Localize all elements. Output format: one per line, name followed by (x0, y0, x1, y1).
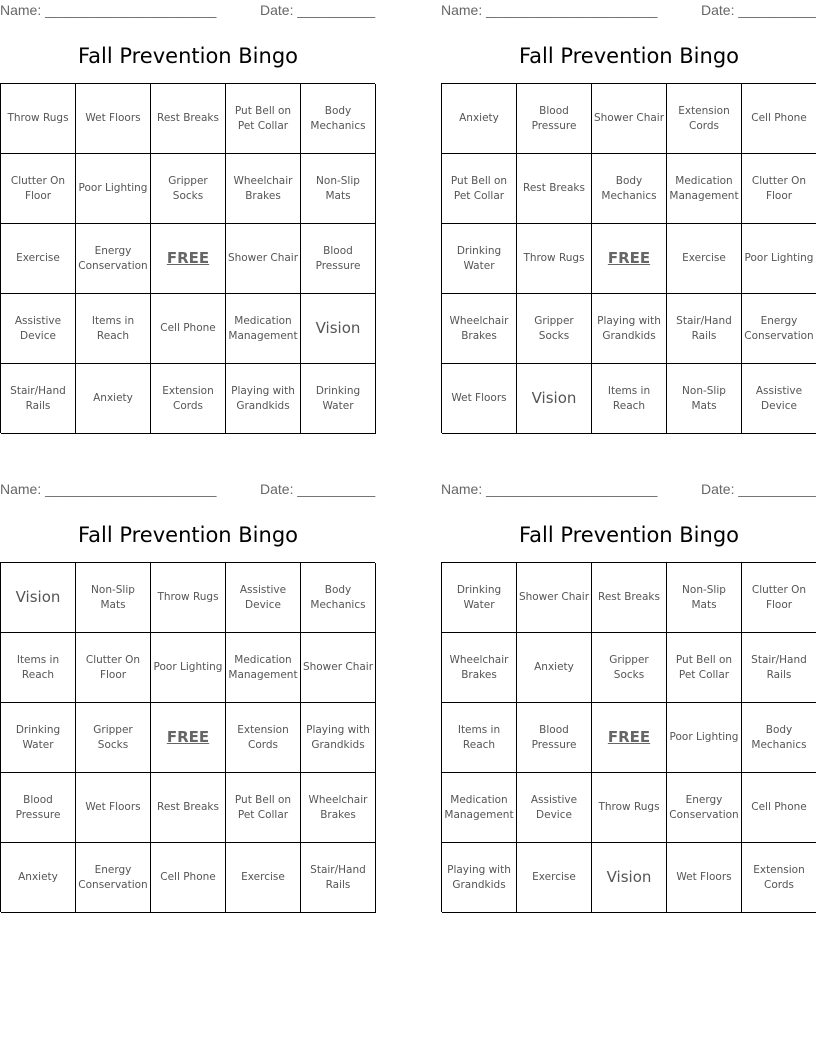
bingo-cell: Exercise (226, 843, 301, 913)
bingo-cell: Extension Cords (226, 703, 301, 773)
bingo-cell: Non-Slip Mats (301, 154, 376, 224)
bingo-cell: Assistive Device (517, 773, 592, 843)
bingo-cell: Blood Pressure (517, 703, 592, 773)
bingo-cell: Items in Reach (592, 364, 667, 434)
bingo-cell: Body Mechanics (742, 703, 816, 773)
bingo-cell: Wet Floors (667, 843, 742, 913)
bingo-cell: Poor Lighting (742, 224, 816, 294)
bingo-cell: Exercise (1, 224, 76, 294)
bingo-cell: Medication Management (442, 773, 517, 843)
name-line: Name: ______________________ (441, 481, 658, 497)
bingo-cell: Playing with Grandkids (592, 294, 667, 364)
bingo-cell: Put Bell on Pet Collar (442, 154, 517, 224)
card-title: Fall Prevention Bingo (77, 523, 299, 547)
bingo-grid (0, 562, 375, 912)
bingo-cell: Exercise (517, 843, 592, 913)
bingo-cell: Cell Phone (742, 84, 816, 154)
bingo-cell: Anxiety (517, 633, 592, 703)
bingo-cell: Stair/Hand Rails (301, 843, 376, 913)
bingo-cell: Non-Slip Mats (76, 563, 151, 633)
bingo-cell: Blood Pressure (517, 84, 592, 154)
bingo-cell: Cell Phone (742, 773, 816, 843)
bingo-cell: Wet Floors (76, 84, 151, 154)
bingo-cell: Drinking Water (442, 224, 517, 294)
bingo-cell: Anxiety (76, 364, 151, 434)
bingo-cell: Anxiety (1, 843, 76, 913)
bingo-cell: Clutter On Floor (76, 633, 151, 703)
date-line: Date: __________ (260, 481, 376, 497)
bingo-cell: Assistive Device (1, 294, 76, 364)
bingo-cell: Non-Slip Mats (667, 563, 742, 633)
bingo-cell: Gripper Socks (151, 154, 226, 224)
bingo-cell: Poor Lighting (151, 633, 226, 703)
bingo-cell: Gripper Socks (76, 703, 151, 773)
bingo-cell: Playing with Grandkids (442, 843, 517, 913)
bingo-cell: Wheelchair Brakes (442, 633, 517, 703)
bingo-cell: Extension Cords (151, 364, 226, 434)
bingo-cell: Energy Conservation (742, 294, 816, 364)
bingo-cell: Body Mechanics (301, 563, 376, 633)
bingo-cell: Wheelchair Brakes (226, 154, 301, 224)
bingo-cell: Items in Reach (1, 633, 76, 703)
bingo-cell: Drinking Water (301, 364, 376, 434)
bingo-cell: Blood Pressure (1, 773, 76, 843)
bingo-cell: Energy Conservation (667, 773, 742, 843)
bingo-grid (441, 83, 816, 433)
name-line: Name: ______________________ (0, 2, 217, 18)
bingo-cell: Poor Lighting (667, 703, 742, 773)
bingo-cell: Body Mechanics (301, 84, 376, 154)
bingo-cell: Clutter On Floor (742, 154, 816, 224)
bingo-cell: Cell Phone (151, 294, 226, 364)
bingo-cell: Shower Chair (226, 224, 301, 294)
bingo-cell: Energy Conservation (76, 843, 151, 913)
bingo-cell: Throw Rugs (592, 773, 667, 843)
bingo-cell: Items in Reach (442, 703, 517, 773)
free-space: FREE (592, 224, 667, 294)
name-date-row (441, 479, 816, 499)
bingo-cell: Cell Phone (151, 843, 226, 913)
date-line: Date: __________ (260, 2, 376, 18)
name-date-row (0, 0, 376, 20)
bingo-cell: Stair/Hand Rails (742, 633, 816, 703)
bingo-cell: Energy Conservation (76, 224, 151, 294)
card-title: Fall Prevention Bingo (518, 523, 740, 547)
bingo-cell: Medication Management (226, 633, 301, 703)
bingo-cell: Clutter On Floor (1, 154, 76, 224)
card-title: Fall Prevention Bingo (77, 44, 299, 68)
bingo-cell: Put Bell on Pet Collar (226, 84, 301, 154)
card-title: Fall Prevention Bingo (518, 44, 740, 68)
name-line: Name: ______________________ (441, 2, 658, 18)
free-space: FREE (151, 703, 226, 773)
date-line: Date: __________ (701, 481, 816, 497)
bingo-cell: Rest Breaks (517, 154, 592, 224)
bingo-cell: Throw Rugs (1, 84, 76, 154)
bingo-cell: Vision (592, 843, 667, 913)
bingo-cell: Exercise (667, 224, 742, 294)
bingo-grid (441, 562, 816, 912)
bingo-cell: Items in Reach (76, 294, 151, 364)
bingo-cell: Wet Floors (442, 364, 517, 434)
bingo-cell: Extension Cords (742, 843, 816, 913)
bingo-cell: Extension Cords (667, 84, 742, 154)
bingo-cell: Gripper Socks (592, 633, 667, 703)
bingo-cell: Playing with Grandkids (301, 703, 376, 773)
bingo-cell: Assistive Device (742, 364, 816, 434)
bingo-cell: Put Bell on Pet Collar (226, 773, 301, 843)
bingo-cell: Throw Rugs (151, 563, 226, 633)
bingo-cell: Vision (517, 364, 592, 434)
bingo-cell: Shower Chair (301, 633, 376, 703)
bingo-cell: Wheelchair Brakes (442, 294, 517, 364)
bingo-cell: Assistive Device (226, 563, 301, 633)
bingo-cell: Rest Breaks (151, 773, 226, 843)
bingo-cell: Wheelchair Brakes (301, 773, 376, 843)
bingo-cell: Vision (1, 563, 76, 633)
bingo-cell: Vision (301, 294, 376, 364)
bingo-cell: Rest Breaks (151, 84, 226, 154)
bingo-cell: Drinking Water (1, 703, 76, 773)
bingo-cell: Clutter On Floor (742, 563, 816, 633)
bingo-cell: Stair/Hand Rails (667, 294, 742, 364)
bingo-cell: Wet Floors (76, 773, 151, 843)
bingo-cell: Stair/Hand Rails (1, 364, 76, 434)
bingo-cell: Medication Management (667, 154, 742, 224)
bingo-cell: Body Mechanics (592, 154, 667, 224)
date-line: Date: __________ (701, 2, 816, 18)
name-date-row (441, 0, 816, 20)
bingo-cell: Throw Rugs (517, 224, 592, 294)
name-date-row (0, 479, 376, 499)
free-space: FREE (592, 703, 667, 773)
bingo-cell: Shower Chair (517, 563, 592, 633)
bingo-grid (0, 83, 375, 433)
name-line: Name: ______________________ (0, 481, 217, 497)
bingo-cell: Shower Chair (592, 84, 667, 154)
bingo-cell: Rest Breaks (592, 563, 667, 633)
bingo-cell: Put Bell on Pet Collar (667, 633, 742, 703)
bingo-cell: Medication Management (226, 294, 301, 364)
bingo-cell: Drinking Water (442, 563, 517, 633)
bingo-cell: Non-Slip Mats (667, 364, 742, 434)
free-space: FREE (151, 224, 226, 294)
bingo-cell: Blood Pressure (301, 224, 376, 294)
bingo-cell: Playing with Grandkids (226, 364, 301, 434)
bingo-cell: Anxiety (442, 84, 517, 154)
bingo-cell: Gripper Socks (517, 294, 592, 364)
bingo-cell: Poor Lighting (76, 154, 151, 224)
